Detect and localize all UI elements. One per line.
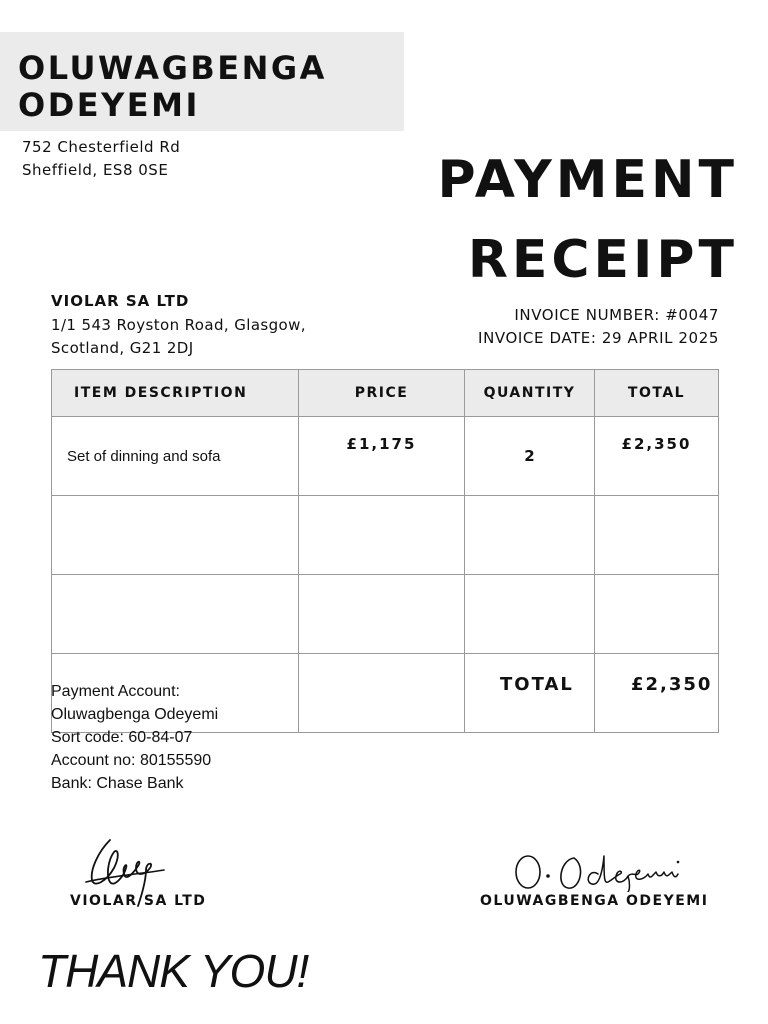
- client-address-line2: Scotland, G21 2DJ: [51, 339, 194, 357]
- cell-quantity: 2: [465, 417, 595, 496]
- payment-details: [51, 680, 218, 795]
- cell-quantity: [465, 496, 595, 575]
- items-table: [51, 369, 719, 733]
- cell-price: [299, 654, 465, 733]
- thank-you-text: THANK YOU!: [38, 945, 309, 997]
- cell-price: £1,175: [299, 417, 465, 496]
- sender-name-line2: ODEYEMI: [18, 86, 200, 124]
- cell-description: [52, 575, 299, 654]
- header-quantity: QUANTITY: [465, 370, 595, 417]
- sender-address-line1: 752 Chesterfield Rd: [22, 138, 181, 156]
- cell-description: Set of dinning and sofa: [52, 417, 299, 496]
- payment-line-3: Sort code: 60-84-07: [51, 729, 193, 746]
- sender-address: [22, 136, 180, 182]
- client-name: VIOLAR SA LTD: [51, 292, 190, 310]
- cell-total: [595, 496, 719, 575]
- header-price: PRICE: [299, 370, 465, 417]
- payment-line-5: Bank: Chase Bank: [51, 775, 184, 792]
- table-row: [52, 417, 719, 496]
- table-row: [52, 575, 719, 654]
- receipt-title: [437, 140, 738, 300]
- cell-price: [299, 575, 465, 654]
- cell-total: £2,350: [595, 417, 719, 496]
- invoice-date: INVOICE DATE: 29 APRIL 2025: [478, 329, 719, 347]
- sender-address-line2: Sheffield, ES8 0SE: [22, 161, 169, 179]
- grand-total-value: £2,350: [631, 674, 713, 695]
- client-address-line1: 1/1 543 Royston Road, Glasgow,: [51, 316, 306, 334]
- sender-name-box: [0, 32, 404, 131]
- cell-total: [595, 575, 719, 654]
- cell-quantity: [465, 575, 595, 654]
- cell-price: [299, 496, 465, 575]
- right-signature: [512, 846, 692, 892]
- header-item-description: ITEM DESCRIPTION: [52, 370, 299, 417]
- sender-name-line1: OLUWAGBENGA: [18, 49, 327, 87]
- table-header-row: [52, 370, 719, 417]
- title-line1: PAYMENT: [437, 150, 738, 210]
- header-total: TOTAL: [595, 370, 719, 417]
- client-address: [51, 314, 306, 360]
- cell-description: [52, 496, 299, 575]
- payment-line-1: Payment Account:: [51, 683, 180, 700]
- right-signature-label: OLUWAGBENGA ODEYEMI: [480, 893, 709, 909]
- client-block: [51, 290, 306, 360]
- table-row: [52, 496, 719, 575]
- payment-line-2: Oluwagbenga Odeyemi: [51, 706, 219, 723]
- grand-total-label: TOTAL: [500, 674, 574, 695]
- invoice-info: [478, 304, 719, 350]
- payment-line-4: Account no: 80155590: [51, 752, 212, 769]
- invoice-number: INVOICE NUMBER: #0047: [514, 306, 719, 324]
- left-signature-label: VIOLAR SA LTD: [70, 893, 207, 909]
- title-line2: RECEIPT: [467, 230, 738, 290]
